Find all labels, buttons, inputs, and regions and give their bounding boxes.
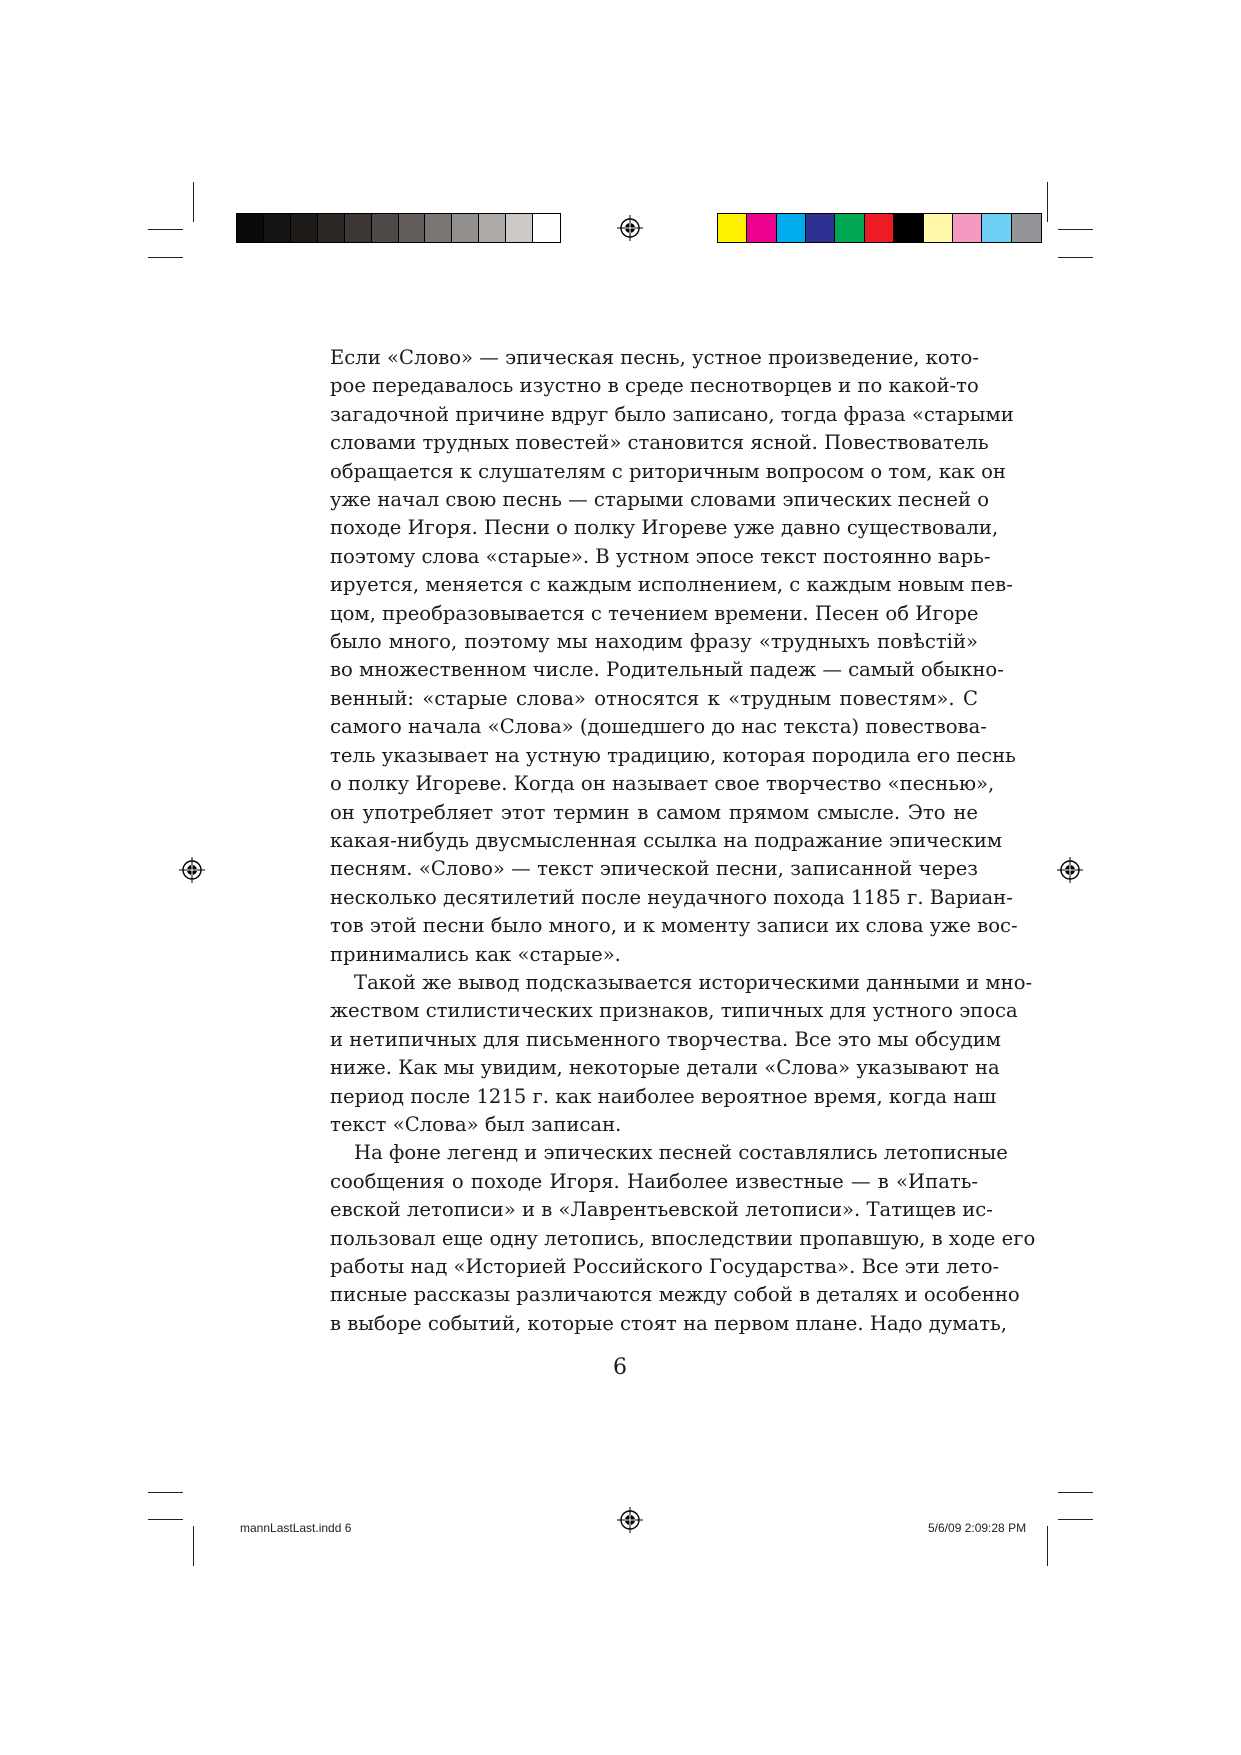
text-line: походе Игоря. Песни о полку Игореве уже давно существовали, — [330, 516, 999, 540]
text-line: венный: «старые слова» относятся к «трудным повестям». С — [330, 686, 978, 710]
crop-mark — [1058, 229, 1093, 230]
registration-mark-icon — [1057, 857, 1083, 883]
crop-mark — [1047, 1526, 1048, 1566]
text-line: Если «Слово» — эпическая песнь, устное произведение, кото- — [330, 346, 979, 369]
crop-mark — [148, 257, 183, 258]
crop-mark — [148, 1492, 183, 1493]
text-line: какая-нибудь двусмысленная ссылка на подражание эпическим — [330, 828, 1003, 852]
color-swatch — [924, 214, 953, 242]
body-text — [330, 344, 1036, 1338]
text-line: ниже. Как мы увидим, некоторые детали «Слова» указывают на — [330, 1056, 1000, 1080]
gray-swatch — [345, 214, 372, 242]
text-line: период после 1215 г. как наиболее вероятное время, когда наш — [330, 1084, 997, 1108]
color-swatch — [982, 214, 1011, 242]
text-line: работы над «Историей Российского Государства». Все эти лето- — [330, 1255, 1000, 1278]
text-line: текст «Слова» был записан. — [330, 1112, 622, 1136]
gray-swatch — [452, 214, 479, 242]
text-line: Такой же вывод подсказывается историческими данными и мно- — [354, 970, 1033, 994]
gray-swatch — [372, 214, 399, 242]
text-line: самого начала «Слова» (дошедшего до нас текста) повествова- — [330, 715, 987, 739]
gray-swatch — [318, 214, 345, 242]
text-line: принимались как «старые». — [330, 942, 621, 966]
paragraph — [330, 344, 1018, 969]
gray-swatch — [264, 214, 291, 242]
crop-mark — [1058, 1519, 1093, 1520]
text-line: несколько десятилетий после неудачного похода 1185 г. Вариан- — [330, 885, 1013, 909]
paragraph — [330, 969, 1033, 1139]
color-swatch — [865, 214, 894, 242]
crop-mark — [193, 182, 194, 222]
text-line: во множественном числе. Родительный падеж — самый обыкно- — [330, 658, 1004, 682]
text-line: ируется, меняется с каждым исполнением, с каждым новым пев- — [330, 573, 1013, 597]
slug-timestamp: 5/6/09 2:09:28 PM — [928, 1521, 1027, 1535]
color-swatch — [747, 214, 776, 242]
gray-swatch — [399, 214, 426, 242]
text-line: он употребляет этот термин в самом прямом смысле. Это не — [330, 800, 978, 824]
text-line: поэтому слова «старые». В устном эпосе текст постоянно варь- — [330, 544, 991, 568]
text-line: загадочной причине вдруг было записано, тогда фраза «старыми — [330, 402, 1014, 426]
text-line: о полку Игореве. Когда он называет свое творчество «песнью», — [330, 772, 995, 796]
crop-mark — [1058, 257, 1093, 258]
text-line: рое передавалось изустно в среде песнотворцев и по какой-то — [330, 374, 979, 398]
gray-swatch — [237, 214, 264, 242]
color-swatch — [718, 214, 747, 242]
gray-swatch — [479, 214, 506, 242]
grayscale-color-bar — [236, 213, 561, 243]
text-line: На фоне легенд и эпических песней составлялись летописные — [354, 1141, 1008, 1165]
color-swatch — [835, 214, 864, 242]
text-line: цом, преобразовывается с течением времени. Песен об Игоре — [330, 601, 979, 625]
text-line: и нетипичных для письменного творчества. Все это мы обсудим — [330, 1027, 1002, 1051]
text-line: тов этой песни было много, и к моменту записи их слова уже вос- — [330, 914, 1018, 938]
text-line: в выборе событий, которые стоят на первом плане. Надо думать, — [330, 1311, 1007, 1335]
color-swatch — [1012, 214, 1041, 242]
color-swatch — [953, 214, 982, 242]
gray-swatch — [291, 214, 318, 242]
registration-mark-icon — [179, 857, 205, 883]
text-line: сообщения о походе Игоря. Наиболее известные — в «Ипать- — [330, 1169, 978, 1193]
text-line: обращается к слушателям с риторичным вопросом о том, как он — [330, 459, 1006, 483]
color-swatch — [806, 214, 835, 242]
crop-mark — [1047, 182, 1048, 222]
gray-swatch — [425, 214, 452, 242]
text-line: пользовал еще одну летопись, впоследствии пропавшую, в ходе его — [330, 1226, 1036, 1250]
color-swatch — [894, 214, 923, 242]
text-line: словами трудных повестей» становится ясной. Повествователь — [330, 431, 989, 455]
color-swatch — [777, 214, 806, 242]
crop-mark — [148, 229, 183, 230]
text-line: писные рассказы различаются между собой в деталях и особенно — [330, 1283, 1020, 1307]
text-line: жеством стилистических признаков, типичных для устного эпоса — [330, 999, 1018, 1023]
registration-mark-icon — [617, 1507, 643, 1533]
text-line: было много, поэтому мы находим фразу «трудныхъ повѣстій» — [330, 630, 978, 654]
crop-mark — [1058, 1492, 1093, 1493]
gray-swatch — [506, 214, 533, 242]
text-line: евской летописи» и в «Лаврентьевской летописи». Татищев ис- — [330, 1198, 993, 1222]
page-number: 6 — [613, 1355, 627, 1380]
crop-mark — [148, 1519, 183, 1520]
text-line: песням. «Слово» — текст эпической песни, записанной через — [330, 857, 978, 881]
gray-swatch — [533, 214, 560, 242]
registration-mark-icon — [617, 215, 643, 241]
text-line: тель указывает на устную традицию, которая породила его песнь — [330, 743, 1016, 767]
process-color-bar — [717, 213, 1042, 243]
crop-mark — [193, 1526, 194, 1566]
slug-filename: mannLastLast.indd 6 — [240, 1521, 352, 1535]
text-line: уже начал свою песнь — старыми словами эпических песней о — [330, 488, 990, 512]
paragraph — [330, 1139, 1036, 1338]
